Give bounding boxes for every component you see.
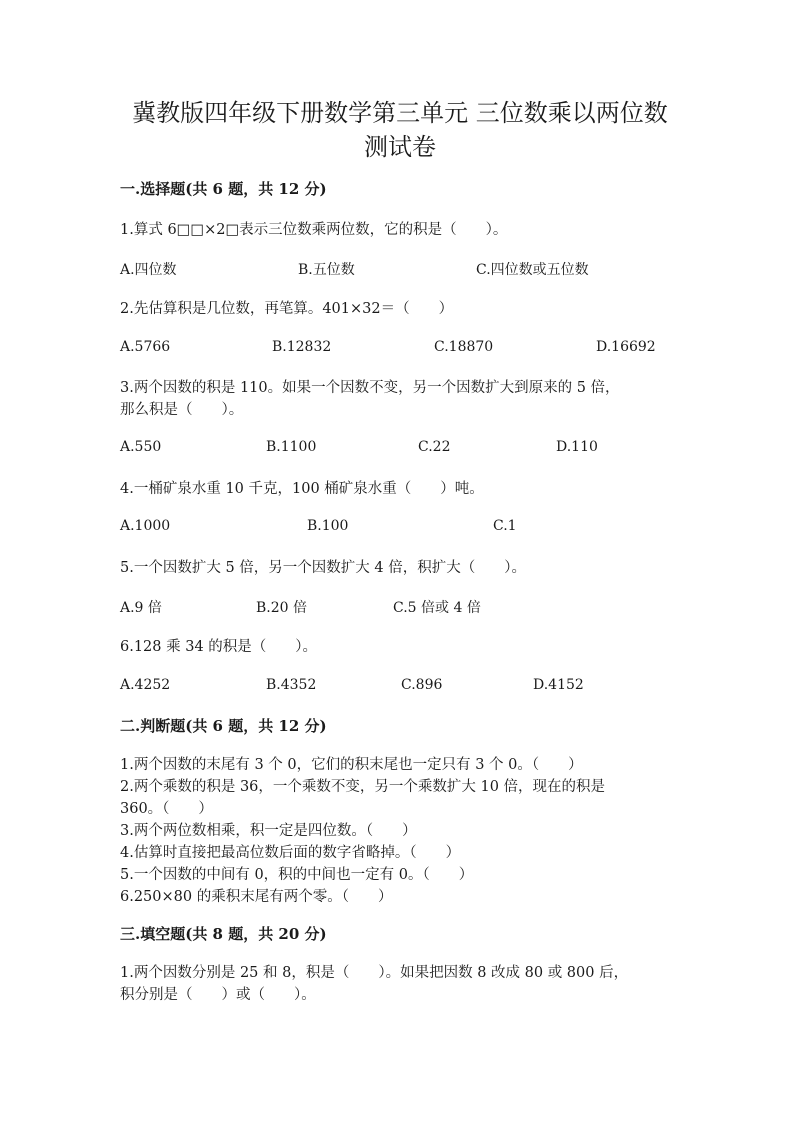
judgement-item: 360。（ ） [120, 801, 213, 817]
judgement-item: 2.两个乘数的积是 36，一个乘数不变，另一个乘数扩大 10 倍，现在的积是 [120, 779, 606, 795]
option-5b: B.20 倍 [256, 600, 308, 616]
judgement-item: 1.两个因数的末尾有 3 个 0，它们的积末尾也一定只有 3 个 0。（ ） [120, 757, 583, 773]
section-heading-judgement: 二.判断题(共 6 题，共 12 分) [120, 717, 327, 735]
title-line-1: 冀教版四年级下册数学第三单元 三位数乘以两位数 [132, 99, 668, 127]
question-3-line-1: 3.两个因数的积是 110。如果一个因数不变，另一个因数扩大到原来的 5 倍， [120, 380, 620, 396]
option-5c: C.5 倍或 4 倍 [393, 600, 481, 616]
judgement-item: 4.估算时直接把最高位数后面的数字省略掉。（ ） [120, 845, 461, 861]
page-title [80, 96, 720, 164]
question-3-line-2: 那么积是（ ）。 [120, 402, 244, 418]
judgement-item: 3.两个两位数相乘，积一定是四位数。（ ） [120, 823, 417, 839]
option-6a: A.4252 [120, 677, 171, 693]
question-2: 2.先估算积是几位数，再笔算。401×32＝（ ） [120, 301, 454, 317]
section-heading-choice: 一.选择题(共 6 题，共 12 分) [120, 180, 327, 198]
judgement-item: 5.一个因数的中间有 0，积的中间也一定有 0。（ ） [120, 867, 474, 883]
question-6: 6.128 乘 34 的积是（ ）。 [120, 639, 318, 655]
option-4c: C.1 [493, 518, 517, 534]
option-3d: D.110 [556, 439, 598, 455]
option-2c: C.18870 [434, 339, 494, 355]
question-5: 5.一个因数扩大 5 倍，另一个因数扩大 4 倍，积扩大（ ）。 [120, 560, 526, 576]
option-4b: B.100 [307, 518, 349, 534]
option-1b: B.五位数 [298, 262, 355, 278]
option-2a: A.5766 [120, 339, 171, 355]
section-heading-fill-blank: 三.填空题(共 8 题，共 20 分) [120, 925, 327, 943]
option-2d: D.16692 [596, 339, 656, 355]
option-5a: A.9 倍 [120, 600, 162, 616]
option-6b: B.4352 [266, 677, 317, 693]
option-3a: A.550 [120, 439, 162, 455]
question-4: 4.一桶矿泉水重 10 千克，100 桶矿泉水重（ ）吨。 [120, 481, 484, 497]
title-line-2: 测试卷 [364, 133, 436, 161]
option-3b: B.1100 [266, 439, 317, 455]
option-6c: C.896 [401, 677, 443, 693]
judgement-item: 6.250×80 的乘积末尾有两个零。（ ） [120, 889, 393, 905]
option-3c: C.22 [418, 439, 451, 455]
option-6d: D.4152 [533, 677, 584, 693]
option-2b: B.12832 [272, 339, 332, 355]
fill-question-1-line-1: 1.两个因数分别是 25 和 8，积是（ ）。如果把因数 8 改成 80 或 800 后， [120, 965, 629, 981]
option-4a: A.1000 [120, 518, 171, 534]
option-1a: A.四位数 [120, 262, 177, 278]
question-1: 1.算式 6□□×2□表示三位数乘两位数，它的积是（ ）。 [120, 222, 508, 238]
option-1c: C.四位数或五位数 [476, 262, 589, 278]
fill-question-1-line-2: 积分别是（ ）或（ ）。 [120, 987, 316, 1003]
